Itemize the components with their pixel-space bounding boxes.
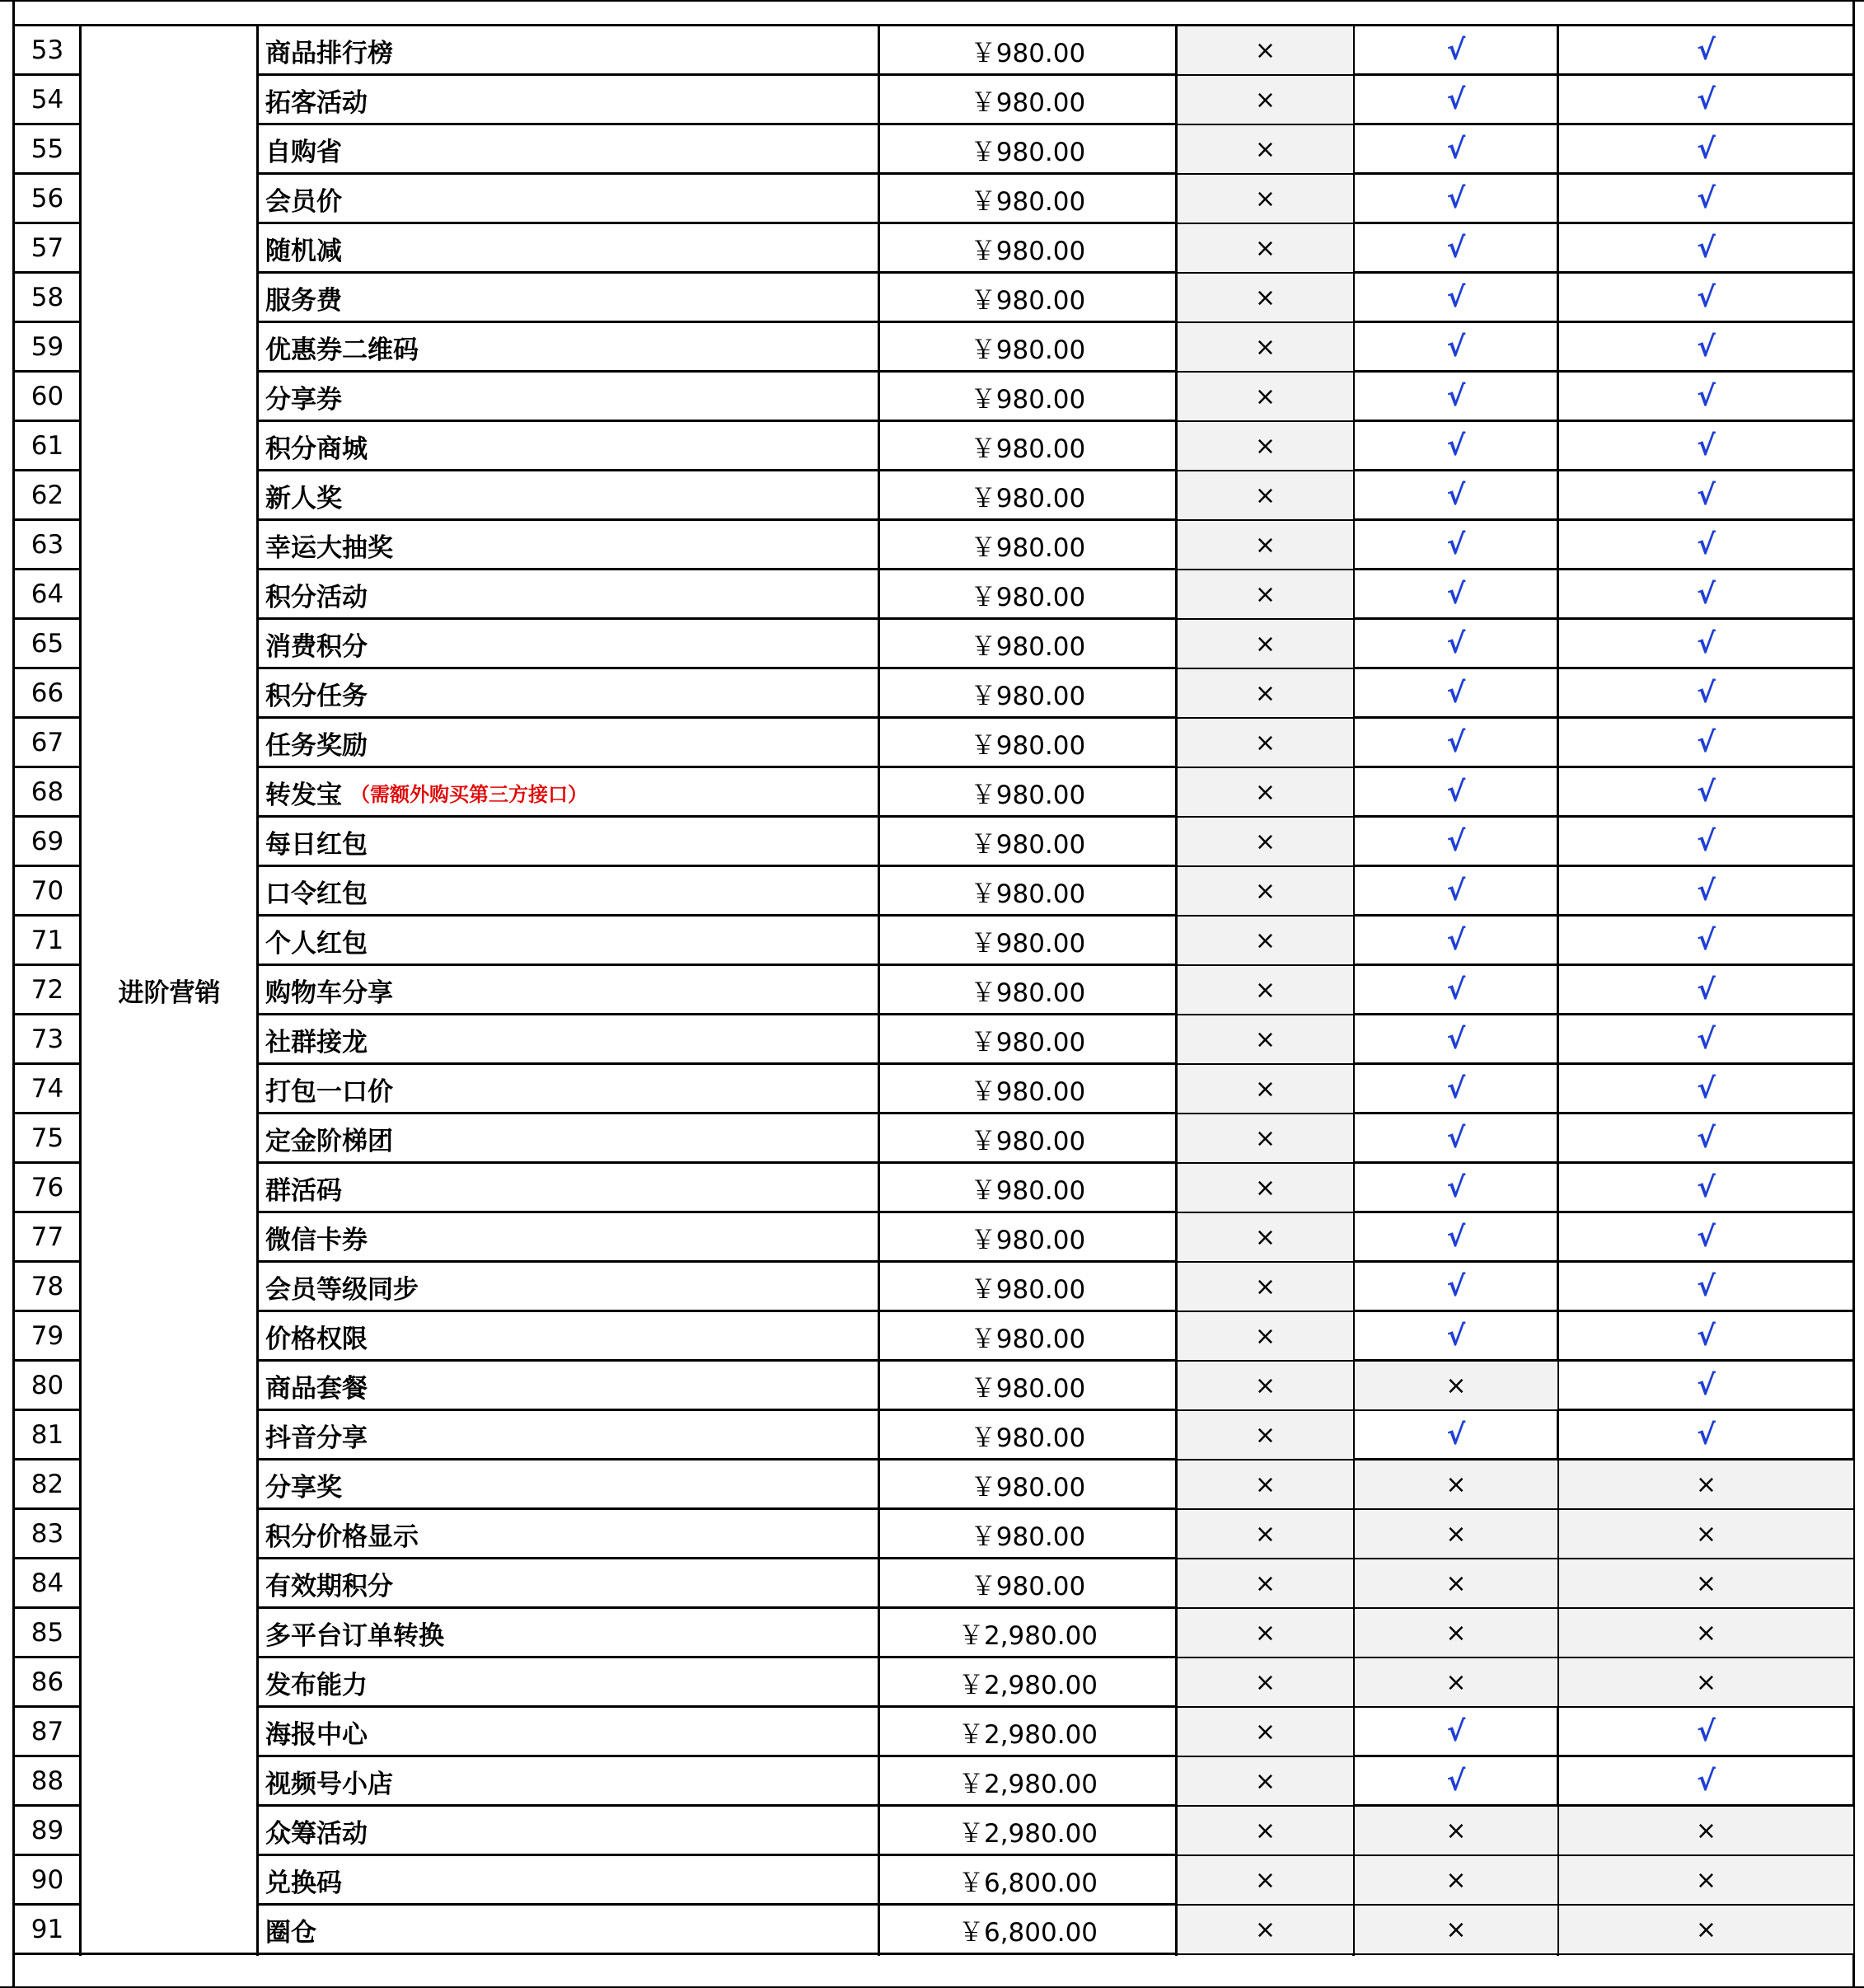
check-mark-icon: √ [1446,479,1466,512]
row-number: 85 [30,1618,64,1648]
feature-name [259,1263,878,1310]
check-mark-icon: √ [1697,825,1716,858]
feature-name [259,1411,878,1459]
check-mark-icon: √ [1446,1122,1466,1155]
left-edge-top [12,0,15,25]
check-mark-icon: √ [1446,825,1466,858]
feature-name [259,1906,878,1953]
check-mark-icon: √ [1446,874,1466,907]
check-mark-icon: √ [1697,924,1716,957]
feature-name-text: 口令红包 [265,879,368,909]
feature-name [259,669,878,717]
feature-name-text: 会员等级同步 [265,1274,419,1305]
cross-mark-icon: × [1178,1856,1353,1904]
row-number: 79 [30,1321,64,1351]
price-cell: ￥980.00 [970,1472,1086,1503]
check-mark-icon: √ [1446,1171,1466,1204]
price-cell: ￥980.00 [970,1175,1086,1206]
check-mark-icon: √ [1697,874,1716,907]
check-mark-icon: √ [1446,924,1466,957]
cross-mark-icon: × [1355,1461,1557,1508]
cross-mark-icon: × [1178,1015,1353,1063]
row-number: 84 [30,1568,64,1598]
cross-mark-icon: × [1178,224,1353,272]
check-mark-icon: √ [1697,232,1716,265]
check-mark-icon: √ [1446,1418,1466,1451]
price-cell: ￥980.00 [970,829,1086,860]
feature-name [259,1856,878,1904]
price-cell: ￥980.00 [970,1126,1086,1156]
feature-name-text: 会员价 [265,186,342,217]
price-cell: ￥980.00 [970,483,1086,513]
feature-name-text: 抖音分享 [265,1423,368,1453]
feature-name [259,274,878,321]
check-mark-icon: √ [1446,133,1466,166]
feature-name-text: 幸运大抽奖 [265,532,393,563]
price-cell: ￥980.00 [970,1274,1086,1305]
check-mark-icon: √ [1697,1072,1716,1105]
check-mark-icon: √ [1446,973,1466,1006]
price-cell: ￥2,980.00 [958,1769,1098,1799]
row-number: 57 [30,233,64,263]
feature-name [259,1461,878,1508]
cross-mark-icon: × [1178,719,1353,767]
feature-name-text: 拓客活动 [265,87,368,118]
row-number: 73 [30,1024,64,1054]
feature-name-text: 优惠券二维码 [265,335,419,365]
check-mark-icon: √ [1446,726,1466,759]
check-mark-icon: √ [1446,1023,1466,1056]
row-number: 56 [30,184,64,213]
feature-name [259,224,878,272]
price-cell: ￥980.00 [970,1373,1086,1404]
feature-name-text: 购物车分享 [265,978,393,1008]
price-cell: ￥2,980.00 [958,1719,1098,1750]
price-cell: ￥980.00 [970,879,1086,909]
price-cell: ￥980.00 [970,1076,1086,1107]
row-number: 58 [30,283,64,312]
row-number: 76 [30,1173,64,1203]
feature-name-text: 任务奖励 [265,730,368,761]
cross-mark-icon: × [1178,274,1353,321]
cross-mark-icon: × [1355,1559,1557,1607]
price-cell: ￥980.00 [970,137,1086,167]
check-mark-icon: √ [1446,1270,1466,1303]
cross-mark-icon: × [1178,1213,1353,1261]
price-cell: ￥980.00 [970,631,1086,662]
feature-name-text: 众筹活动 [265,1818,368,1849]
check-mark-icon: √ [1697,479,1716,512]
cross-mark-icon: × [1559,1559,1853,1607]
row-number: 69 [30,827,64,856]
feature-name-text: 圈仓 [265,1917,316,1948]
cross-mark-icon: × [1178,1461,1353,1508]
cross-mark-icon: × [1178,1807,1353,1854]
cross-mark-icon: × [1559,1609,1853,1657]
check-mark-icon: √ [1697,1765,1716,1798]
feature-name [259,175,878,223]
row-number: 89 [30,1816,64,1845]
check-mark-icon: √ [1697,380,1716,413]
price-cell: ￥980.00 [970,532,1086,563]
cross-mark-icon: × [1178,26,1353,74]
check-mark-icon: √ [1446,34,1466,67]
price-cell: ￥980.00 [970,730,1086,761]
price-cell: ￥2,980.00 [958,1670,1098,1700]
feature-name-text: 积分任务 [265,681,368,711]
feature-name-text: 随机减 [265,236,342,266]
cross-mark-icon: × [1355,1609,1557,1657]
cross-mark-icon: × [1178,1065,1353,1113]
feature-name [259,620,878,668]
price-cell: ￥980.00 [970,681,1086,711]
check-mark-icon: √ [1697,182,1716,215]
feature-name-text: 发布能力 [265,1670,368,1700]
feature-name-text: 兑换码 [265,1868,342,1898]
feature-name-text: 积分价格显示 [265,1521,419,1552]
row-number: 72 [30,975,64,1005]
cross-mark-icon: × [1178,373,1353,420]
cross-mark-icon: × [1178,768,1353,816]
cross-mark-icon: × [1178,521,1353,569]
check-mark-icon: √ [1446,677,1466,710]
cross-mark-icon: × [1178,1609,1353,1657]
feature-name-text: 分享券 [265,384,342,415]
row-number: 67 [30,728,64,757]
cross-mark-icon: × [1178,620,1353,668]
price-cell: ￥980.00 [970,1521,1086,1552]
price-cell: ￥980.00 [970,236,1086,266]
row-number: 70 [30,876,64,906]
check-mark-icon: √ [1697,677,1716,710]
cross-mark-icon: × [1178,1114,1353,1162]
cross-mark-icon: × [1355,1658,1557,1706]
cross-mark-icon: × [1355,1906,1557,1953]
row-number: 75 [30,1123,64,1153]
right-edge-top [1852,0,1855,25]
check-mark-icon: √ [1446,627,1466,660]
check-mark-icon: √ [1446,528,1466,561]
feature-name [259,1015,878,1063]
row-number: 59 [30,332,64,362]
cross-mark-icon: × [1178,422,1353,470]
feature-name [259,1213,878,1261]
check-mark-icon: √ [1697,1715,1716,1748]
cross-mark-icon: × [1178,669,1353,717]
cross-mark-icon: × [1355,1362,1557,1409]
check-mark-icon: √ [1697,281,1716,314]
check-mark-icon: √ [1446,1715,1466,1748]
check-mark-icon: √ [1446,380,1466,413]
cross-mark-icon: × [1178,966,1353,1014]
price-cell: ￥980.00 [970,384,1086,415]
cross-mark-icon: × [1178,1708,1353,1756]
price-cell: ￥980.00 [970,434,1086,464]
row-number: 61 [30,431,64,461]
right-edge-bottom [1852,1953,1855,1988]
price-cell: ￥980.00 [970,780,1086,810]
cross-mark-icon: × [1559,1856,1853,1904]
row-number: 82 [30,1470,64,1499]
feature-name [259,1065,878,1113]
cross-mark-icon: × [1178,818,1353,865]
check-mark-icon: √ [1697,1171,1716,1204]
price-cell: ￥980.00 [970,582,1086,612]
feature-name [259,867,878,915]
check-mark-icon: √ [1446,1765,1466,1798]
price-cell: ￥980.00 [970,285,1086,316]
feature-name [259,768,878,816]
feature-name-text: 消费积分 [265,631,368,662]
check-mark-icon: √ [1446,1221,1466,1254]
cross-mark-icon: × [1178,175,1353,223]
price-cell: ￥980.00 [970,978,1086,1008]
check-mark-icon: √ [1697,133,1716,166]
cross-mark-icon: × [1559,1461,1853,1508]
feature-name [259,1807,878,1854]
feature-name-text: 价格权限 [265,1324,368,1354]
feature-name-text: 积分活动 [265,582,368,612]
feature-name [259,1510,878,1558]
check-mark-icon: √ [1697,578,1716,611]
row-number: 60 [30,382,64,411]
price-cell: ￥6,800.00 [958,1917,1098,1948]
check-mark-icon: √ [1697,776,1716,809]
feature-name [259,719,878,767]
cross-mark-icon: × [1178,1164,1353,1212]
cross-mark-icon: × [1178,1411,1353,1459]
cross-mark-icon: × [1355,1510,1557,1558]
check-mark-icon: √ [1697,1023,1716,1056]
cross-mark-icon: × [1178,867,1353,915]
cross-mark-icon: × [1178,125,1353,173]
feature-name [259,1164,878,1212]
feature-name-text: 定金阶梯团 [265,1126,393,1156]
row-number: 55 [30,134,64,164]
cross-mark-icon: × [1355,1856,1557,1904]
cross-mark-icon: × [1559,1658,1853,1706]
feature-name-text: 转发宝 [265,780,342,810]
feature-name-text: 个人红包 [265,928,368,959]
check-mark-icon: √ [1697,1369,1716,1402]
cross-mark-icon: × [1559,1807,1853,1854]
feature-name [259,323,878,371]
cross-mark-icon: × [1178,1362,1353,1409]
check-mark-icon: √ [1446,1072,1466,1105]
cross-mark-icon: × [1178,1658,1353,1706]
row-number: 81 [30,1420,64,1450]
row-number: 87 [30,1717,64,1747]
cross-mark-icon: × [1178,1559,1353,1607]
row-number: 91 [30,1915,64,1944]
row-number: 71 [30,926,64,955]
feature-name [259,570,878,618]
price-cell: ￥980.00 [970,38,1086,68]
price-cell: ￥2,980.00 [958,1620,1098,1651]
feature-name-text: 商品排行榜 [265,38,393,68]
cross-mark-icon: × [1178,323,1353,371]
feature-name-text: 积分商城 [265,434,368,464]
row-number: 66 [30,678,64,708]
check-mark-icon: √ [1446,776,1466,809]
feature-name [259,1114,878,1162]
cross-mark-icon: × [1559,1510,1853,1558]
cross-mark-icon: × [1178,917,1353,964]
feature-name-text: 微信卡券 [265,1225,368,1255]
check-mark-icon: √ [1697,627,1716,660]
feature-name [259,373,878,420]
check-mark-icon: √ [1697,973,1716,1006]
check-mark-icon: √ [1697,1270,1716,1303]
check-mark-icon: √ [1697,726,1716,759]
feature-name [259,1609,878,1657]
price-cell: ￥980.00 [970,1324,1086,1354]
row-number: 63 [30,530,64,560]
check-mark-icon: √ [1446,182,1466,215]
price-cell: ￥980.00 [970,1225,1086,1255]
cross-mark-icon: × [1178,1312,1353,1360]
cross-mark-icon: × [1355,1807,1557,1854]
check-mark-icon: √ [1446,429,1466,462]
check-mark-icon: √ [1697,83,1716,116]
cross-mark-icon: × [1178,1263,1353,1310]
check-mark-icon: √ [1446,1320,1466,1353]
cross-mark-icon: × [1178,1510,1353,1558]
price-cell: ￥6,800.00 [958,1868,1098,1898]
feature-name [259,1757,878,1805]
price-cell: ￥980.00 [970,1423,1086,1453]
left-edge-bottom [12,1953,15,1988]
feature-name [259,818,878,865]
price-cell: ￥980.00 [970,1027,1086,1057]
row-number: 90 [30,1865,64,1895]
feature-name-text: 打包一口价 [265,1076,393,1107]
check-mark-icon: √ [1697,1418,1716,1451]
feature-name [259,1559,878,1607]
feature-name-text: 每日红包 [265,829,368,860]
row-number: 77 [30,1222,64,1252]
check-mark-icon: √ [1697,331,1716,363]
row-number: 68 [30,777,64,807]
top-edge-line [0,0,1864,2]
cross-mark-icon: × [1178,471,1353,519]
feature-name [259,76,878,124]
feature-name-text: 群活码 [265,1175,342,1206]
check-mark-icon: √ [1446,83,1466,116]
price-cell: ￥980.00 [970,1571,1086,1601]
cross-mark-icon: × [1178,76,1353,124]
feature-name [259,26,878,74]
feature-name-text: 多平台订单转换 [265,1620,444,1651]
check-mark-icon: √ [1697,429,1716,462]
cross-mark-icon: × [1178,1757,1353,1805]
feature-name [259,422,878,470]
check-mark-icon: √ [1446,331,1466,363]
feature-name [259,471,878,519]
feature-name [259,917,878,964]
feature-name-text: 新人奖 [265,483,342,513]
row-number: 65 [30,629,64,659]
feature-name [259,521,878,569]
feature-name-text: 服务费 [265,285,342,316]
row-number: 62 [30,481,64,510]
cross-mark-icon: × [1178,1906,1353,1953]
row-number: 74 [30,1074,64,1104]
row-number: 88 [30,1766,64,1796]
check-mark-icon: √ [1446,281,1466,314]
price-cell: ￥980.00 [970,335,1086,365]
cross-mark-icon: × [1178,570,1353,618]
price-cell: ￥980.00 [970,928,1086,959]
price-cell: ￥980.00 [970,87,1086,118]
row-number: 86 [30,1667,64,1697]
check-mark-icon: √ [1446,578,1466,611]
feature-name-text: 社群接龙 [265,1027,368,1057]
price-cell: ￥980.00 [970,186,1086,217]
price-cell: ￥2,980.00 [958,1818,1098,1849]
cross-mark-icon: × [1559,1906,1853,1953]
check-mark-icon: √ [1697,1122,1716,1155]
row-number: 83 [30,1519,64,1549]
check-mark-icon: √ [1697,1221,1716,1254]
check-mark-icon: √ [1446,232,1466,265]
row-number: 54 [30,85,64,115]
row-number: 64 [30,579,64,609]
row-number: 80 [30,1371,64,1400]
row-number: 78 [30,1272,64,1301]
feature-name-text: 分享奖 [265,1472,342,1503]
feature-name [259,125,878,173]
feature-name [259,1708,878,1756]
category-cell: 进阶营销 [118,978,221,1008]
feature-name [259,1658,878,1706]
feature-name [259,1312,878,1360]
check-mark-icon: √ [1697,1320,1716,1353]
feature-name-text: 有效期积分 [265,1571,393,1601]
feature-name-text: 海报中心 [265,1719,368,1750]
feature-name [259,966,878,1014]
feature-name-text: 商品套餐 [265,1373,368,1404]
feature-note: （需额外购买第三方接口） [350,782,588,806]
feature-name [259,1362,878,1409]
check-mark-icon: √ [1697,528,1716,561]
check-mark-icon: √ [1697,34,1716,67]
feature-name-text: 自购省 [265,137,342,167]
feature-name-text: 视频号小店 [265,1769,393,1799]
row-number: 53 [30,35,64,65]
